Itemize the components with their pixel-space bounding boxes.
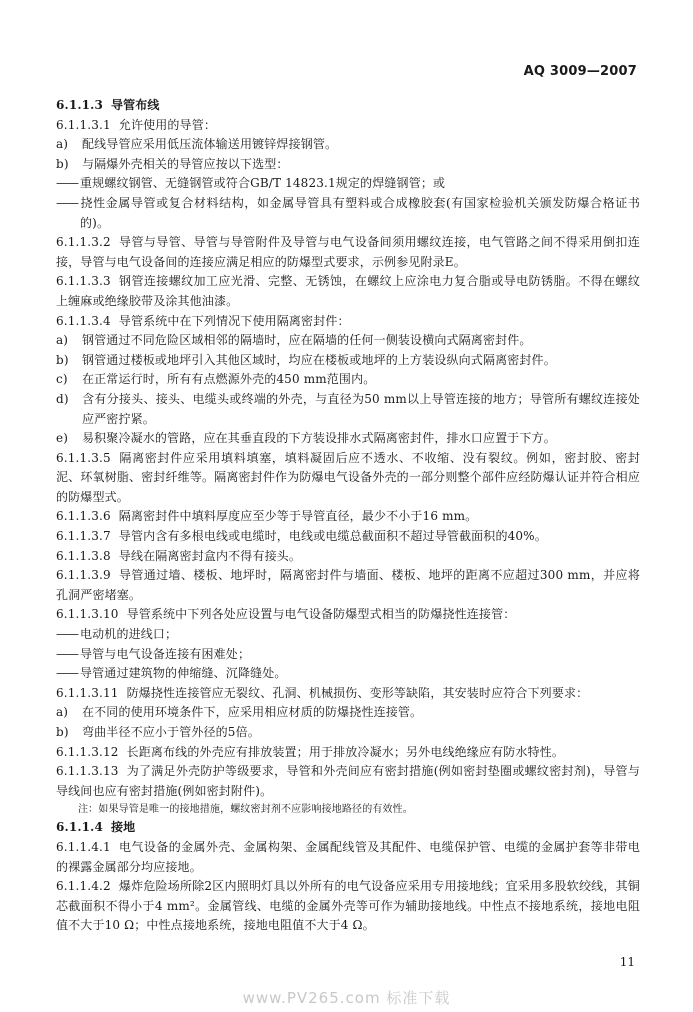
dash-item bbox=[56, 194, 640, 233]
list-item-text: 含有分接头、接头、电缆头或终端的外壳，与直径为50 mm以上导管连接的地方；导管所有螺纹连接处应严密拧紧。 bbox=[82, 391, 640, 426]
clause-number: 6.1.1.3.9 bbox=[56, 568, 111, 583]
clause-number: 6.1.1.3.2 bbox=[56, 235, 111, 250]
clause-number: 6.1.1.3.8 bbox=[56, 548, 111, 563]
clause-text: 接地 bbox=[110, 820, 136, 835]
list-marker: —— bbox=[56, 666, 78, 681]
clause-number: 6.1.1.3.13 bbox=[56, 764, 119, 779]
clause-paragraph bbox=[56, 877, 640, 936]
clause-number: 6.1.1.4.1 bbox=[56, 839, 111, 854]
clause-paragraph bbox=[56, 762, 640, 801]
list-item-text: 挠性金属导管或复合材料结构，如金属导管具有塑料或合成橡胶套(有国家检验机关颁发防爆合格证书的)。 bbox=[80, 195, 640, 230]
clause-text: 爆炸危险场所除2区内照明灯具以外所有的电气设备应采用专用接地线；宜采用多股软绞线，其铜芯截面积不得小于4 mm²。金属管线、电缆的金属外壳等可作为辅助接地线。中性点不接地系统，接地电阻值不大于10 Ω；中性点接地系统，接地电阻值不大于4 Ω。 bbox=[56, 879, 640, 933]
clause-text: 导管系统中在下列情况下使用隔离密封件： bbox=[118, 313, 350, 328]
list-marker: —— bbox=[56, 646, 78, 661]
clause-number: 6.1.1.4.2 bbox=[56, 879, 111, 894]
clause-text: 长距离布线的外壳应有排放装置；用于排放冷凝水；另外电线绝缘应有防水特性。 bbox=[126, 744, 564, 759]
clause-number: 6.1.1.3.11 bbox=[56, 685, 119, 700]
clause-number: 6.1.1.3.5 bbox=[56, 450, 111, 465]
list-marker: —— bbox=[56, 195, 78, 210]
list-item bbox=[56, 135, 640, 155]
clause-paragraph bbox=[56, 547, 640, 567]
page-number: 11 bbox=[619, 955, 635, 969]
list-item-text: 易积聚冷凝水的管路，应在其垂直段的下方装设排水式隔离密封件，排水口应置于下方。 bbox=[82, 431, 556, 446]
clause-number: 6.1.1.3.6 bbox=[56, 509, 111, 524]
clause-paragraph bbox=[56, 233, 640, 272]
clause-paragraph bbox=[56, 838, 640, 877]
clause-text: 导管与导管、导管与导管附件及导管与电气设备间须用螺纹连接，电气管路之间不得采用倒扣连接，导管与电气设备间的连接应满足相应的防爆型式要求，示例参见附录E。 bbox=[56, 235, 640, 269]
list-item bbox=[56, 370, 640, 390]
list-marker: a) bbox=[56, 705, 69, 720]
list-marker: a) bbox=[56, 137, 69, 152]
list-marker: d) bbox=[56, 391, 69, 406]
clause-paragraph bbox=[56, 743, 640, 763]
list-item bbox=[56, 155, 640, 175]
clause-paragraph bbox=[56, 605, 640, 625]
clause-number: 6.1.1.3.3 bbox=[56, 274, 111, 289]
clause-paragraph bbox=[56, 449, 640, 508]
clause-text: 导线在隔离密封盒内不得有接头。 bbox=[118, 548, 302, 563]
clause-number: 6.1.1.3.10 bbox=[56, 607, 119, 622]
list-item bbox=[56, 331, 640, 351]
list-marker: a) bbox=[56, 333, 69, 348]
clause-text: 允许使用的导管： bbox=[118, 117, 216, 132]
list-item bbox=[56, 429, 640, 449]
clause-number: 6.1.1.3.7 bbox=[56, 529, 111, 544]
clause-text: 导管内含有多根电线或电缆时，电线或电缆总截面积不超过导管截面积的40%。 bbox=[118, 529, 547, 544]
list-marker: b) bbox=[56, 725, 69, 739]
list-marker: —— bbox=[56, 627, 78, 642]
clause-paragraph bbox=[56, 116, 640, 136]
list-marker: b) bbox=[56, 352, 69, 367]
dash-item bbox=[56, 174, 640, 194]
list-item bbox=[56, 723, 640, 743]
list-item-text: 导管与电气设备连接有困难处； bbox=[80, 646, 251, 661]
standard-code: AQ 3009—2007 bbox=[523, 64, 637, 79]
list-item-text: 配线导管应采用低压流体输送用镀锌焊接钢管。 bbox=[82, 137, 338, 152]
clause-text: 电气设备的金属外壳、金属构架、金属配线管及其配件、电缆保护管、电缆的金属护套等非带电的裸露金属部分均应接地。 bbox=[56, 839, 640, 874]
list-item-text: 重规螺纹钢管、无缝钢管或符合GB/T 14823.1规定的焊缝钢管；或 bbox=[80, 176, 446, 191]
clause-text: 隔离密封件应采用填料填塞，填料凝固后应不透水、不收缩、没有裂纹。例如，密封胶、密封泥、环氧树脂、密封纤维等。隔离密封件作为防爆电气设备外壳的一部分则整个部件应经防爆认证并符合相应的防爆型式。 bbox=[56, 450, 640, 504]
clause-paragraph bbox=[56, 527, 640, 547]
clause-number: 6.1.1.3.12 bbox=[56, 744, 119, 759]
document-body bbox=[56, 96, 640, 936]
note: 注：如果导管是唯一的接地措施，螺纹密封剂不应影响接地路径的有效性。 bbox=[78, 804, 413, 816]
list-marker: —— bbox=[56, 176, 78, 191]
clause-paragraph bbox=[56, 507, 640, 527]
watermark: www.PV265.com 标准下载 bbox=[242, 989, 451, 1007]
clause-paragraph bbox=[56, 312, 640, 332]
dash-item bbox=[56, 645, 640, 665]
clause-text: 防爆挠性连接管应无裂纹、孔洞、机械损伤、变形等缺陷，其安装时应符合下列要求： bbox=[126, 685, 589, 700]
list-marker: e) bbox=[56, 431, 69, 446]
clause-number: 6.1.1.3 bbox=[56, 98, 103, 112]
list-item bbox=[56, 703, 640, 723]
clause-text: 导管通过墙、楼板、地坪时，隔离密封件与墙面、楼板、地坪的距离不应超过300 mm，并应将孔洞严密堵塞。 bbox=[56, 568, 640, 602]
list-item-text: 导管通过建筑物的伸缩缝、沉降缝处。 bbox=[80, 666, 287, 681]
clause-number: 6.1.1.3.4 bbox=[56, 313, 111, 328]
clause-paragraph bbox=[56, 272, 640, 311]
clause-text: 为了满足外壳防护等级要求，导管和外壳间应有密封措施(例如密封垫圈或螺纹密封剂)，导管与导线间也应有密封措施(例如密封附件)。 bbox=[56, 764, 640, 798]
list-marker: b) bbox=[56, 156, 69, 171]
section-heading bbox=[56, 818, 640, 838]
list-item bbox=[56, 351, 640, 371]
list-item-text: 在不同的使用环境条件下，应采用相应材质的防爆挠性连接管。 bbox=[82, 705, 423, 720]
list-item-text: 电动机的进线口； bbox=[80, 627, 178, 642]
dash-item bbox=[56, 664, 640, 684]
list-item-text: 钢管通过不同危险区域相邻的隔墙时，应在隔墙的任何一侧装设横向式隔离密封件。 bbox=[82, 333, 532, 348]
list-item-text: 在正常运行时，所有有点燃源外壳的450 mm范围内。 bbox=[82, 372, 376, 387]
list-item-text: 与隔爆外壳相关的导管应按以下选型： bbox=[82, 156, 289, 171]
clause-number: 6.1.1.4 bbox=[56, 820, 103, 835]
list-item bbox=[56, 390, 640, 429]
clause-text: 导管系统中下列各处应设置与电气设备防爆型式相当的防爆挠性连接管： bbox=[126, 607, 516, 622]
list-item-text: 弯曲半径不应小于管外径的5倍。 bbox=[82, 725, 260, 739]
clause-number: 6.1.1.3.1 bbox=[56, 117, 111, 132]
clause-text: 隔离密封件中填料厚度应至少等于导管直径，最少不小于16 mm。 bbox=[118, 509, 478, 524]
list-item-text: 钢管通过楼板或地坪引入其他区域时，均应在楼板或地坪的上方装设纵向式隔离密封件。 bbox=[82, 352, 556, 367]
dash-item bbox=[56, 625, 640, 645]
clause-paragraph bbox=[56, 684, 640, 704]
clause-paragraph bbox=[56, 566, 640, 605]
list-marker: c) bbox=[56, 372, 68, 387]
clause-text: 钢管连接螺纹加工应光滑、完整、无锈蚀，在螺纹上应涂电力复合脂或导电防锈脂。不得在螺纹上缠麻或绝缘胶带及涂其他油漆。 bbox=[56, 274, 640, 308]
section-heading bbox=[56, 96, 640, 116]
clause-text: 导管布线 bbox=[110, 98, 160, 112]
